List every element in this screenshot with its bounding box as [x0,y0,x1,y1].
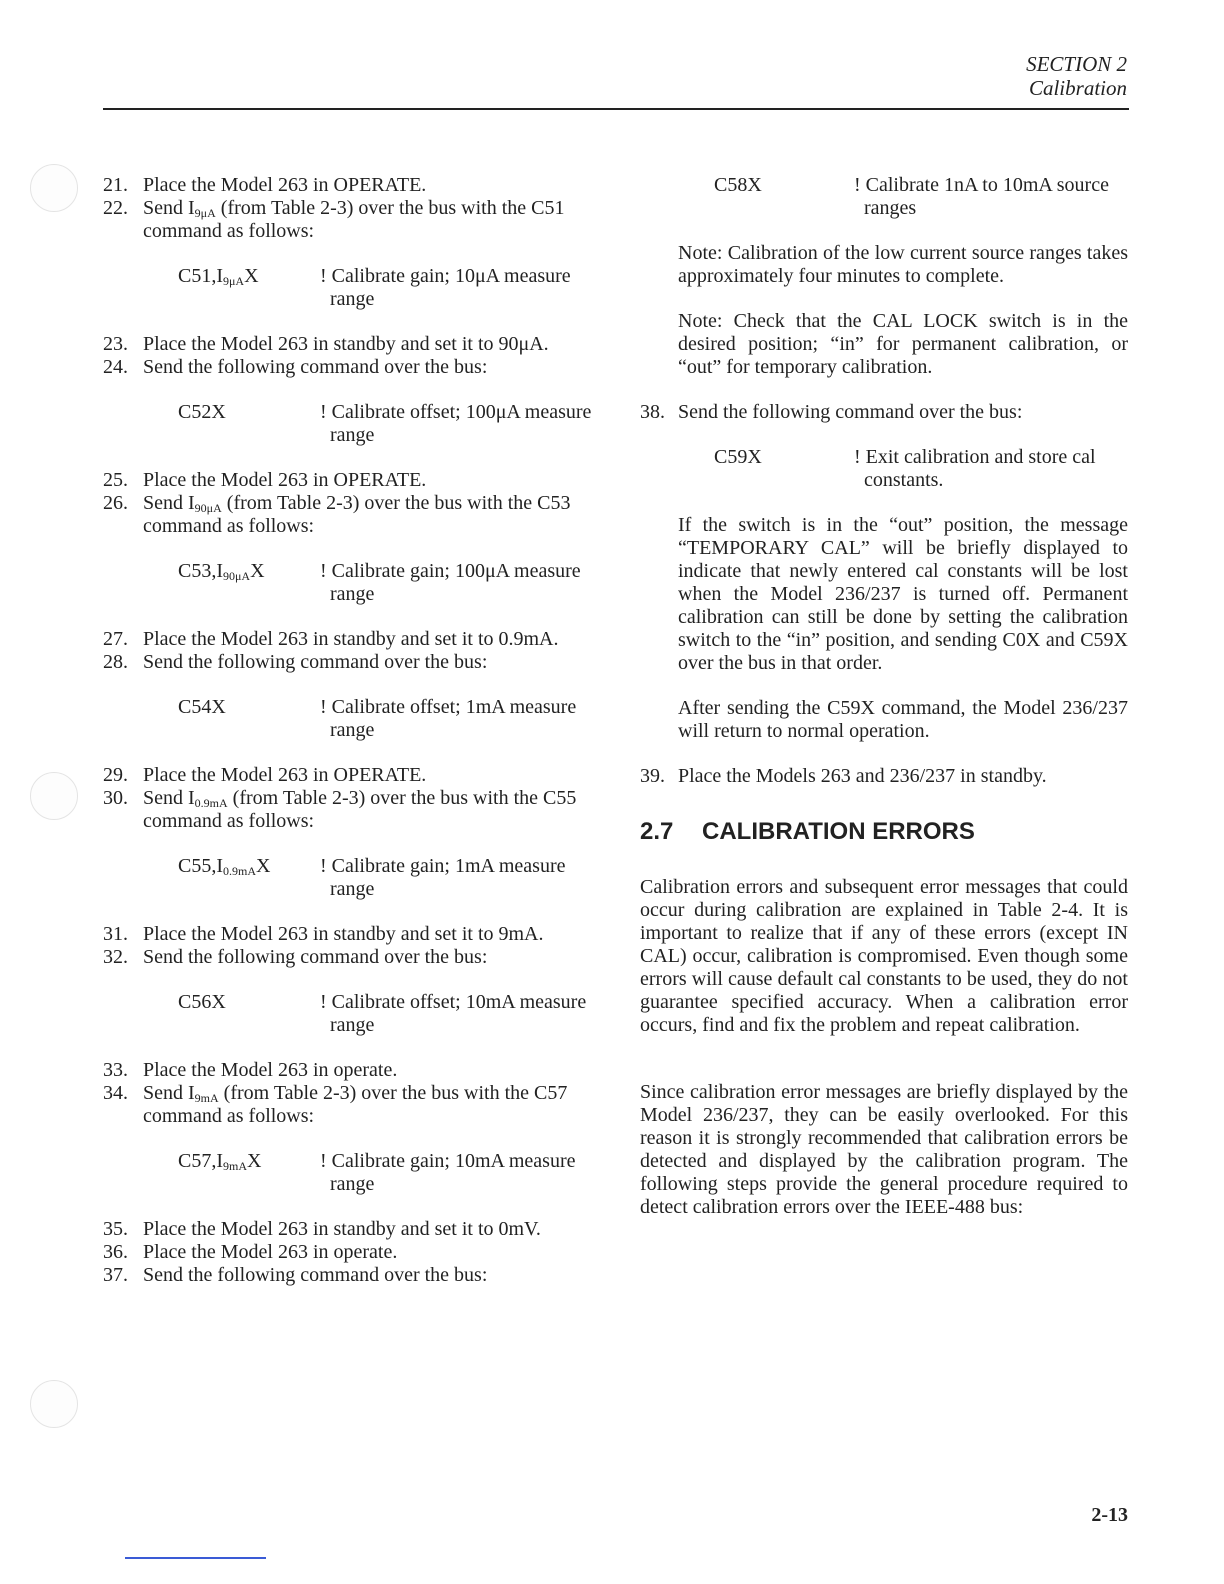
step-22: 22. Send $I_{9\mu A}$ (from Table 2-3) over the bus with the C51 command as follows: [103,197,565,242]
command-c51: $C51,I_{9\mu A}X$ ! Calibrate gain; 10μA measure range [178,265,571,310]
blue-marker [125,1557,266,1559]
body-paragraph: Since calibration error messages are briefly displayed by the Model 236/237, they can be easily overlooked. For this reason it is strongly recommended that calibration errors be detected and displayed by the calibration program. The following steps provide the general procedure required to detect calibration errors over the IEEE-488 bus: [640,1081,1128,1218]
left-column [103,174,598,1287]
command-c58: C58X ! Calibrate 1nA to 10mA source ranges [714,174,1109,219]
step-39: 39. Place the Models 263 and 236/237 in standby. [640,765,1047,787]
section-heading: 2.7 CALIBRATION ERRORS [640,818,975,845]
command-c56: C56X ! Calibrate offset; 10mA measure range [178,991,587,1036]
step-24: 24. Send the following command over the bus: [103,356,488,378]
section-label: SECTION 2 [1026,52,1127,76]
step-29: 29. Place the Model 263 in OPERATE. [103,764,427,786]
step-25: 25. Place the Model 263 in OPERATE. [103,469,427,491]
step-38: 38. Send the following command over the bus: [640,401,1023,423]
step-28: 28. Send the following command over the bus: [103,651,488,673]
section-subtitle: Calibration [1028,76,1127,100]
step-33: 33. Place the Model 263 in operate. [103,1059,398,1081]
command-c52: C52X ! Calibrate offset; 100μA measure range [178,401,592,446]
step-32: 32. Send the following command over the bus: [103,946,488,968]
body-paragraph: After sending the C59X command, the Model 236/237 will return to normal operation. [678,697,1128,742]
header-rule [103,108,1129,110]
step-31: 31. Place the Model 263 in standby and set it to 9mA. [103,923,544,945]
step-23: 23. Place the Model 263 in standby and set it to 90μA. [103,333,549,355]
step-21: 21. Place the Model 263 in OPERATE. [103,174,427,196]
body-paragraph: Calibration errors and subsequent error messages that could occur during calibration are explained in Table 2-4. It is important to realize that if any of these errors (except IN CAL) occur, calibration is compromised. Even though some errors will cause default cal constants to be used, they do not guarantee specified accuracy. When a calibration error occurs, find and fix the problem and repeat calibration. [640,876,1128,1036]
page-header [1026,52,1127,100]
step-36: 36. Place the Model 263 in operate. [103,1241,398,1263]
step-34: 34. Send $I_{9mA}$ (from Table 2-3) over the bus with the C57 command as follows: [103,1082,568,1127]
right-column [640,174,1128,1241]
punch-hole-icon [30,164,78,212]
step-37: 37. Send the following command over the bus: [103,1264,488,1286]
step-35: 35. Place the Model 263 in standby and set it to 0mV. [103,1218,541,1240]
step-26: 26. Send $I_{90\mu A}$ (from Table 2-3) over the bus with the C53 command as follows: [103,492,571,537]
command-c54: C54X ! Calibrate offset; 1mA measure range [178,696,577,741]
command-c55: $C55,I_{0.9mA}X$ ! Calibrate gain; 1mA measure range [178,855,566,900]
command-c57: $C57,I_{9mA}X$ ! Calibrate gain; 10mA measure range [178,1150,576,1195]
punch-hole-icon [30,1380,78,1428]
command-c53: $C53,I_{90\mu A}X$ ! Calibrate gain; 100μA measure range [178,560,581,605]
step-27: 27. Place the Model 263 in standby and set it to 0.9mA. [103,628,559,650]
note-paragraph: Note: Calibration of the low current source ranges takes approximately four minutes to complete. [678,242,1128,287]
punch-hole-icon [30,772,78,820]
note-paragraph: Note: Check that the CAL LOCK switch is in the desired position; “in” for permanent calibration, or “out” for temporary calibration. [678,310,1128,378]
step-30: 30. Send $I_{0.9mA}$ (from Table 2-3) over the bus with the C55 command as follows: [103,787,577,832]
page-number: 2-13 [1091,1504,1128,1526]
command-c59: C59X ! Exit calibration and store cal constants. [714,446,1096,491]
body-paragraph: If the switch is in the “out” position, the message “TEMPORARY CAL” will be briefly displayed to indicate that newly entered cal constants will be lost when the Model 236/237 is turned off. Permanent calibration can still be done by setting the calibration switch to the “in” position, and sending C0X and C59X over the bus in that order. [678,514,1128,674]
